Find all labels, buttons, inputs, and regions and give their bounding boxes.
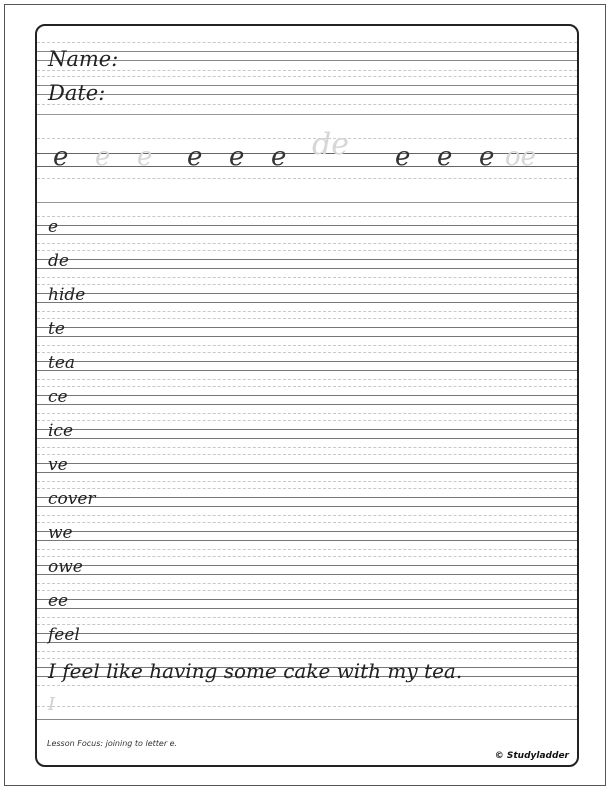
practice-letter: e	[137, 142, 153, 172]
dashed-guide-line	[37, 515, 577, 516]
guide-line	[37, 404, 577, 405]
dashed-guide-line	[37, 413, 577, 414]
guide-line	[37, 497, 577, 498]
practice-sentence: I feel like having some cake with my tea.	[48, 659, 463, 683]
dashed-guide-line	[37, 651, 577, 652]
guide-line	[37, 642, 577, 643]
guide-line	[37, 234, 577, 235]
practice-letter: e	[187, 142, 203, 172]
practice-word: ve	[48, 455, 68, 475]
guide-line	[37, 633, 577, 634]
dashed-guide-line	[37, 284, 577, 285]
practice-word: ce	[48, 387, 68, 407]
name-label: Name:	[48, 47, 119, 71]
practice-letter: de	[312, 127, 349, 162]
practice-word: owe	[48, 557, 83, 577]
dashed-guide-line	[37, 70, 577, 71]
practice-word: e	[48, 217, 59, 237]
dashed-guide-line	[37, 352, 577, 353]
dashed-guide-line	[37, 624, 577, 625]
guide-line	[37, 94, 577, 95]
guide-line	[37, 336, 577, 337]
practice-word: te	[48, 319, 65, 339]
dashed-guide-line	[37, 617, 577, 618]
dashed-guide-line	[37, 685, 577, 686]
practice-letter: e	[395, 142, 411, 172]
guide-line	[37, 719, 577, 720]
practice-word: tea	[48, 353, 76, 373]
practice-letter: e	[229, 142, 245, 172]
practice-word: feel	[48, 625, 80, 645]
date-label: Date:	[48, 81, 106, 105]
dashed-guide-line	[37, 250, 577, 251]
dashed-guide-line	[37, 420, 577, 421]
practice-word: cover	[48, 489, 96, 509]
dashed-guide-line	[37, 488, 577, 489]
worksheet-panel	[35, 24, 579, 767]
guide-line	[37, 114, 577, 115]
dashed-guide-line	[37, 311, 577, 312]
guide-line	[37, 361, 577, 362]
dashed-guide-line	[37, 522, 577, 523]
studyladder-logo: © Studyladder	[494, 751, 569, 761]
dashed-guide-line	[37, 277, 577, 278]
dashed-guide-line	[37, 42, 577, 43]
practice-letter: e	[479, 142, 495, 172]
guide-line	[37, 202, 577, 203]
guide-line	[37, 472, 577, 473]
guide-line	[37, 506, 577, 507]
guide-line	[37, 395, 577, 396]
guide-line	[37, 225, 577, 226]
lesson-focus-note: Lesson Focus: joining to letter e.	[47, 739, 178, 748]
practice-letter: oe	[505, 142, 537, 172]
dashed-guide-line	[37, 243, 577, 244]
dashed-guide-line	[37, 706, 577, 707]
guide-line	[37, 531, 577, 532]
dashed-guide-line	[37, 386, 577, 387]
trace-letter: I	[48, 694, 56, 715]
guide-line	[37, 268, 577, 269]
practice-letter: e	[271, 142, 287, 172]
guide-line	[37, 429, 577, 430]
guide-line	[37, 259, 577, 260]
dashed-guide-line	[37, 590, 577, 591]
dashed-guide-line	[37, 549, 577, 550]
guide-line	[37, 293, 577, 294]
guide-line	[37, 370, 577, 371]
practice-word: ice	[48, 421, 74, 441]
guide-line	[37, 565, 577, 566]
guide-line	[37, 327, 577, 328]
guide-line	[37, 153, 577, 154]
dashed-guide-line	[37, 379, 577, 380]
dashed-guide-line	[37, 481, 577, 482]
guide-line	[37, 302, 577, 303]
practice-letter: e	[437, 142, 453, 172]
dashed-guide-line	[37, 318, 577, 319]
dashed-guide-line	[37, 345, 577, 346]
guide-line	[37, 438, 577, 439]
guide-line	[37, 463, 577, 464]
dashed-guide-line	[37, 178, 577, 179]
practice-word: de	[48, 251, 69, 271]
dashed-guide-line	[37, 454, 577, 455]
guide-line	[37, 540, 577, 541]
practice-word: we	[48, 523, 73, 543]
guide-line	[37, 608, 577, 609]
guide-line	[37, 574, 577, 575]
guide-line	[37, 166, 577, 167]
guide-line	[37, 599, 577, 600]
practice-letter: e	[53, 142, 69, 172]
dashed-guide-line	[37, 76, 577, 77]
dashed-guide-line	[37, 216, 577, 217]
dashed-guide-line	[37, 104, 577, 105]
dashed-guide-line	[37, 583, 577, 584]
dashed-guide-line	[37, 447, 577, 448]
dashed-guide-line	[37, 138, 577, 139]
practice-word: hide	[48, 285, 86, 305]
dashed-guide-line	[37, 556, 577, 557]
practice-letter: e	[95, 142, 111, 172]
guide-line	[37, 85, 577, 86]
practice-word: ee	[48, 591, 69, 611]
